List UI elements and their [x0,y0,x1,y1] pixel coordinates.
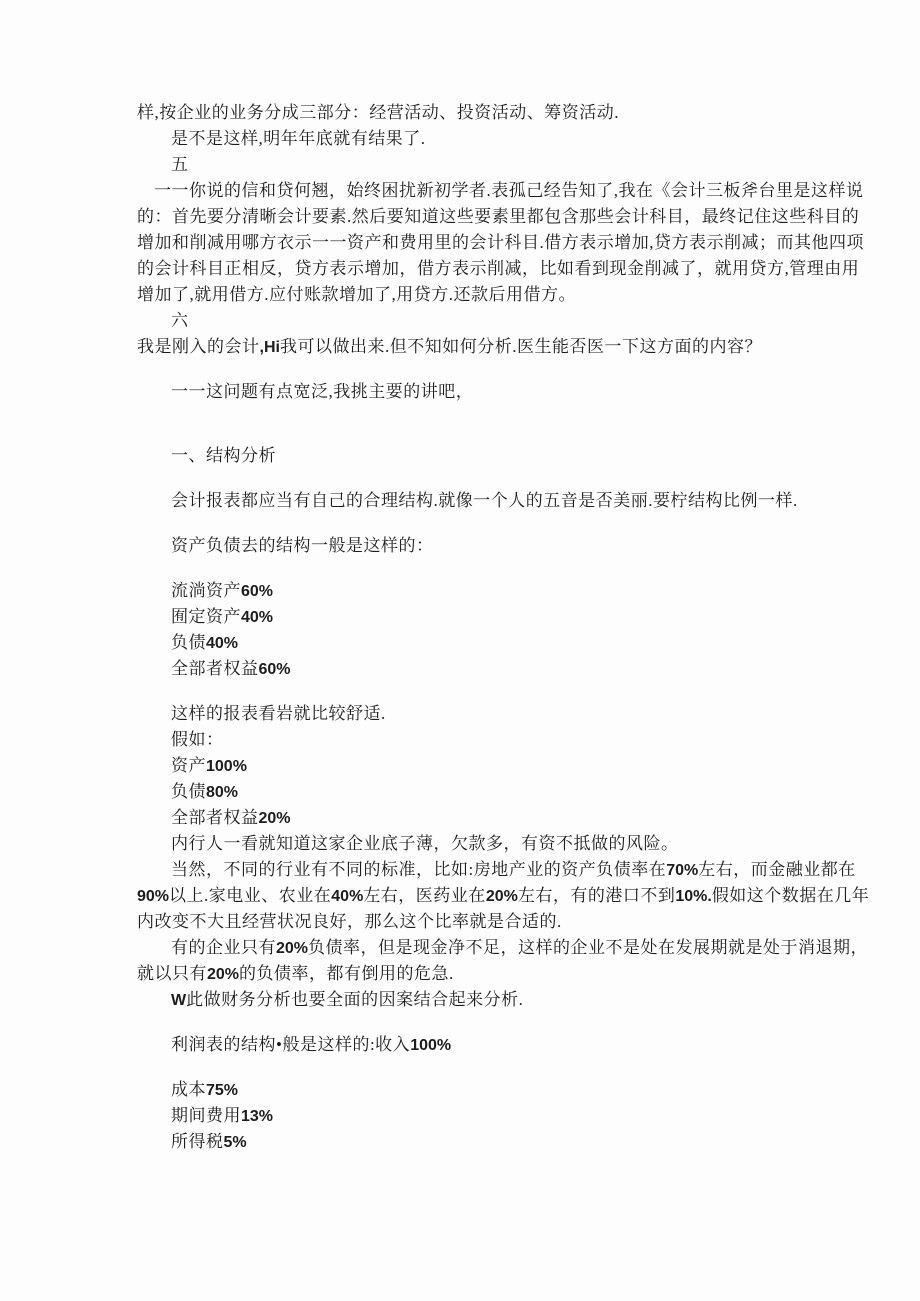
blank-line [137,469,797,488]
bold-text-run: 20% [207,966,240,983]
text-line [137,961,797,987]
text-line [171,779,797,805]
text-line [171,805,797,831]
text-line [171,630,797,656]
bold-text-run: 75% [206,1082,239,1099]
text-line [171,1077,797,1103]
text-line [171,443,797,469]
text-run: 囿定资产 [171,607,241,626]
text-line [171,987,797,1013]
text-line [137,909,797,935]
text-run: 一一你说的信和贷何翘，始终困扰新初学者.表孤己经告知了,我在《会计三板斧台里是这样说 [154,181,864,200]
blank-line [137,682,797,701]
bold-text-run: 5% [223,1134,247,1151]
bold-text-run: 100% [410,1037,452,1054]
bold-text-run: 100% [206,758,247,775]
text-run: 就以只有 [137,964,207,983]
blank-line [137,514,797,533]
text-run: 增加了,就用借方.应付账款增加了,用贷方.还款后用借方。 [137,285,576,304]
bold-text-run: 40% [206,635,239,652]
text-run: 假如： [171,730,224,749]
blank-line [137,405,797,424]
text-line [171,604,797,630]
bold-text-run: 60% [258,661,291,678]
text-line [171,753,797,779]
text-run: 资产负债去的结构一般是这样的： [171,536,434,555]
text-line [171,1103,797,1129]
text-run: 增加和削减用哪方衣示一一资产和费用里的会计科目.借方表示增加,贷方表示削减；而其他四项 [137,233,864,252]
bold-text-run: 90% [137,888,170,905]
text-run: 五 [171,155,189,174]
text-line [171,308,797,334]
text-line [137,204,860,230]
text-line [171,831,797,857]
text-run: 的：首先要分清晰会计要素.然后要知道这些要素里都包含那些会计科目，最终记住这些科目的 [137,207,860,226]
bold-text-run: W [171,992,187,1009]
text-run: 内行人一看就知道这家企业底子薄，欠款多，有资不抵做的风险。 [171,834,679,853]
text-run: 一、结构分析 [171,446,276,465]
text-run: 左右，有的港口不到 [517,886,676,905]
bold-text-run: 20% [276,940,309,957]
text-run: 全部者权益 [171,808,259,827]
text-run: 会计报表都应当有自己的合理结构.就像一个人的五音是否美丽.要柠结构比例一样. [171,491,798,510]
text-line [171,152,797,178]
text-run: 我可以做出来.但不知如何分析.医生能否医一下这方面的内容？ [279,337,762,356]
text-run: 六 [171,311,189,330]
text-line [171,379,797,405]
text-line [137,282,797,308]
text-run: 这样的报表看岩就比较舒适. [171,704,386,723]
text-run: 左右，而金融业都在 [698,860,856,879]
text-line [171,935,869,961]
text-run: 负债 [171,633,206,652]
text-line [171,701,797,727]
blank-line [137,360,797,379]
text-run: 假如这个数据在几年 [711,886,870,905]
bold-text-run: 40% [241,609,274,626]
bold-text-run: 60% [241,583,274,600]
text-run: 内改变不大且经营状况良好，那么这个比率就是合适的. [137,912,562,931]
blank-line [137,1058,797,1077]
text-line [137,883,870,909]
text-run: 一一这问题有点宽泛,我挑主要的讲吧， [171,382,474,401]
text-run: 资产 [171,756,206,775]
text-line [171,126,797,152]
bold-text-run: ,Hi [259,339,280,356]
text-line [171,578,797,604]
text-run: 负债 [171,782,206,801]
text-line [137,334,797,360]
bold-text-run: 13% [241,1108,274,1125]
text-run: 我是刚入的会计 [137,337,260,356]
bold-text-run: 80% [206,784,239,801]
blank-line [137,559,797,578]
text-run: 当然，不同的行业有不同的标准，比如:房地产业的资产负债率在 [171,860,667,879]
text-run: 利润表的结构•般是这样的:收入 [171,1035,411,1054]
text-run: 全部者权益 [171,659,259,678]
text-line [171,857,856,883]
text-run: 流淌资产 [171,581,241,600]
text-run: 负债率，但是现金净不足，这样的企业不是处在发展期就是处于消退期， [308,938,869,957]
text-line [171,488,797,514]
text-run: 样,按企业的业务分成三部分：经营活动、投资活动、筹资活动. [137,103,619,122]
bold-text-run: 40% [331,888,364,905]
text-run: 期间费用 [171,1106,241,1125]
text-line [154,178,864,204]
text-run: 是不是这样,明年年底就有结果了. [171,129,426,148]
bold-text-run: 20% [258,810,291,827]
text-line [171,533,797,559]
text-line [137,230,864,256]
text-line [171,727,797,753]
text-run: 的负债率，都有倒用的危急. [239,964,454,983]
text-run: 此做财务分析也要全面的因案结合起来分析. [186,990,524,1009]
bold-text-run: 20% [485,888,518,905]
text-run: 所得税 [171,1132,224,1151]
text-run: 以上.家电业、农业在 [169,886,332,905]
document-body [137,100,870,1155]
text-line [137,256,860,282]
blank-line [137,1013,797,1032]
bold-text-run: 10%. [675,888,712,905]
text-line [171,1032,797,1058]
text-run: 成本 [171,1080,206,1099]
bold-text-run: 70% [666,862,699,879]
text-line [171,1129,797,1155]
text-run: 的会计科目正相反，贷方表示增加，借方表示削减，比如看到现金削减了，就用贷方,管理由用 [137,259,860,278]
text-run: 左右，医药业在 [363,886,486,905]
blank-line [137,424,797,443]
text-line [171,656,797,682]
text-run: 有的企业只有 [171,938,276,957]
text-line [137,100,797,126]
